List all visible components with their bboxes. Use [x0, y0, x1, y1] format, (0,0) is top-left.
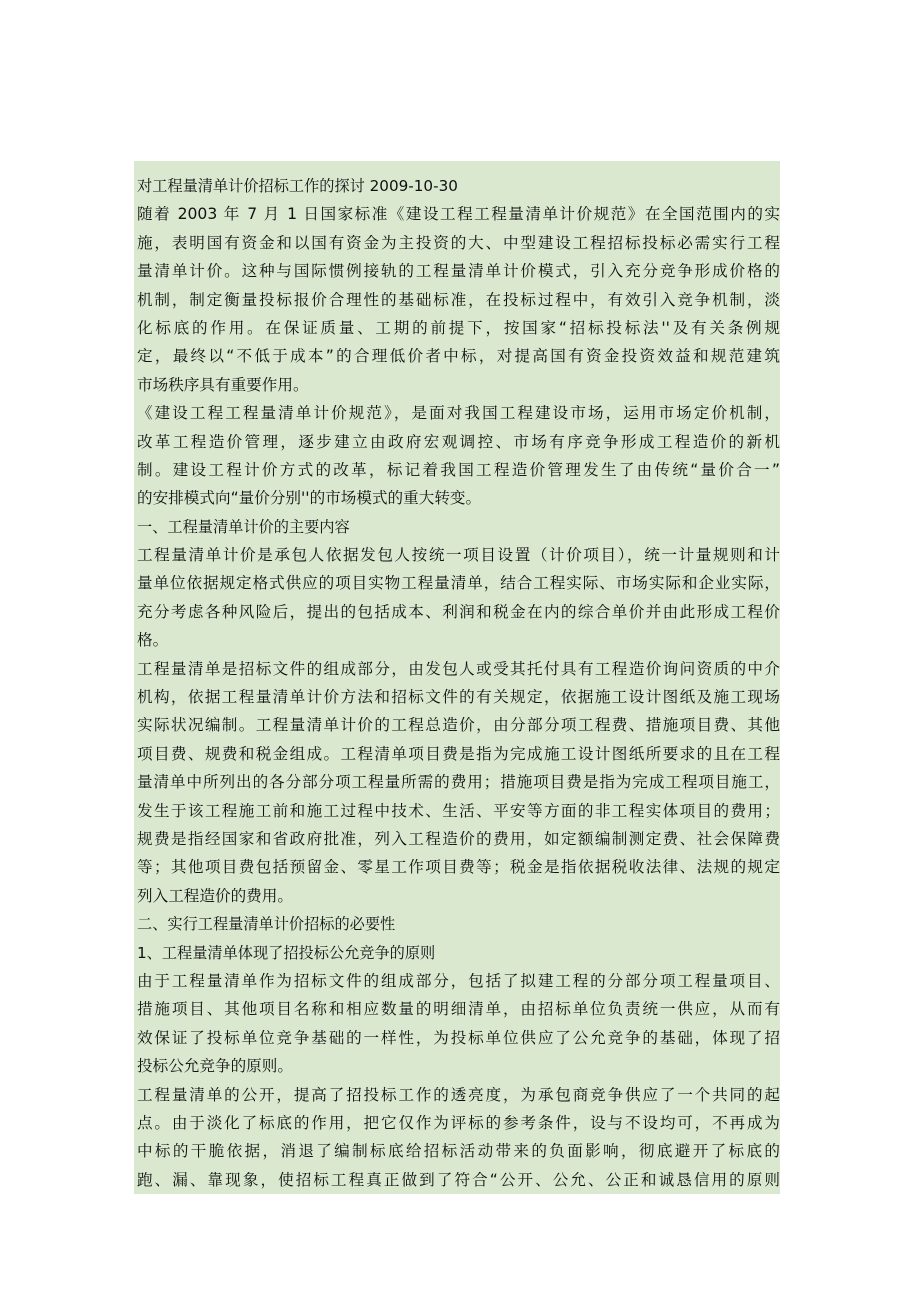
paragraph-line: 制。建设工程计价方式的改革，标记着我国工程造价管理发生了由传统“量价合一”	[137, 460, 780, 479]
paragraph-line: 定，最终以“不低于成本”的合理低价者中标，对提高国有资金投资效益和规范建筑	[137, 347, 780, 366]
paragraph-line: 工程量清单的公开，提高了招投标工作的透亮度，为承包商竞争供应了一个共同的起	[137, 1085, 780, 1104]
paragraph-line: 发生于该工程施工前和施工过程中技术、生活、平安等方面的非工程实体项目的费用；	[137, 801, 780, 820]
subsection-heading: 1、工程量清单体现了招投标公允竞争的原则	[137, 943, 436, 962]
paragraph-line: 市场秩序具有重要作用。	[137, 375, 309, 394]
paragraph-line: 量单位依据规定格式供应的项目实物工程量清单，结合工程实际、市场实际和企业实际，	[137, 574, 780, 593]
document-page	[134, 161, 780, 1194]
paragraph-line: 项目费、规费和税金组成。工程清单项目费是指为完成施工设计图纸所要求的且在工程	[137, 744, 780, 763]
article-title: 对工程量清单计价招标工作的探讨 2009-10-30	[137, 177, 458, 195]
paragraph-line: 改革工程造价管理，逐步建立由政府宏观调控、市场有序竞争形成工程造价的新机	[137, 432, 780, 451]
paragraph-line: 工程量清单是招标文件的组成部分，由发包人或受其托付具有工程造价询问资质的中介	[137, 659, 780, 678]
paragraph-line: 列入工程造价的费用。	[137, 886, 293, 905]
paragraph-line: 规费是指经国家和省政府批准，列入工程造价的费用，如定额编制测定费、社会保障费	[137, 829, 780, 848]
section-heading: 一、工程量清单计价的主要内容	[137, 517, 350, 536]
paragraph-line: 量清单计价。这种与国际惯例接轨的工程量清单计价模式，引入充分竞争形成价格的	[137, 262, 780, 281]
paragraph-line: 点。由于淡化了标底的作用，把它仅作为评标的参考条件，设与不设均可，不再成为	[137, 1113, 780, 1132]
paragraph-line: 实际状况编制。工程量清单计价的工程总造价，由分部分项工程费、措施项目费、其他	[137, 716, 780, 735]
paragraph-line: 由于工程量清单作为招标文件的组成部分，包括了拟建工程的分部分项工程量项目、	[137, 971, 780, 990]
paragraph-line: 效保证了投标单位竞争基础的一样性，为投标单位供应了公允竞争的基础，体现了招	[137, 1028, 780, 1047]
paragraph-line: 充分考虑各种风险后，提出的包括成本、利润和税金在内的综合单价并由此形成工程价	[137, 602, 780, 621]
paragraph-line: 投标公允竞争的原则。	[137, 1057, 293, 1076]
paragraph-line: 化标底的作用。在保证质量、工期的前提下，按国家“招标投标法''及有关条例规	[137, 318, 780, 337]
paragraph-line: 工程量清单计价是承包人依据发包人按统一项目设置（计价项目），统一计量规则和计	[137, 546, 780, 565]
paragraph-line: 机制，制定衡量投标报价合理性的基础标准，在投标过程中，有效引入竞争机制，淡	[137, 290, 780, 309]
paragraph-line: 随着 2003 年 7 月 1 日国家标准《建设工程工程量清单计价规范》在全国范围内的实	[137, 205, 780, 224]
paragraph-line: 中标的干脆依据，消退了编制标底给招标活动带来的负面影响，彻底避开了标底的	[137, 1142, 780, 1161]
paragraph-line: 等；其他项目费包括预留金、零星工作项目费等；税金是指依据税收法律、法规的规定	[137, 858, 780, 877]
paragraph-line: 施，表明国有资金和以国有资金为主投资的大、中型建设工程招标投标必需实行工程	[137, 233, 780, 252]
paragraph-line: 措施项目、其他项目名称和相应数量的明细清单，由招标单位负责统一供应，从而有	[137, 1000, 780, 1019]
paragraph-line: 跑、漏、靠现象，使招标工程真正做到了符合“公开、公允、公正和诚恳信用的原则	[137, 1170, 780, 1189]
paragraph-line: 格。	[137, 631, 169, 650]
paragraph-line: 机构，依据工程量清单计价方法和招标文件的有关规定，依据施工设计图纸及施工现场	[137, 688, 780, 707]
paragraph-line: 《建设工程工程量清单计价规范》，是面对我国工程建设市场，运用市场定价机制，	[137, 404, 780, 423]
paragraph-line: 的安排模式向“量价分别''的市场模式的重大转变。	[137, 489, 482, 508]
paragraph-line: 量清单中所列出的各分部分项工程量所需的费用；措施项目费是指为完成工程项目施工，	[137, 773, 780, 792]
section-heading: 二、实行工程量清单计价招标的必要性	[137, 915, 396, 934]
